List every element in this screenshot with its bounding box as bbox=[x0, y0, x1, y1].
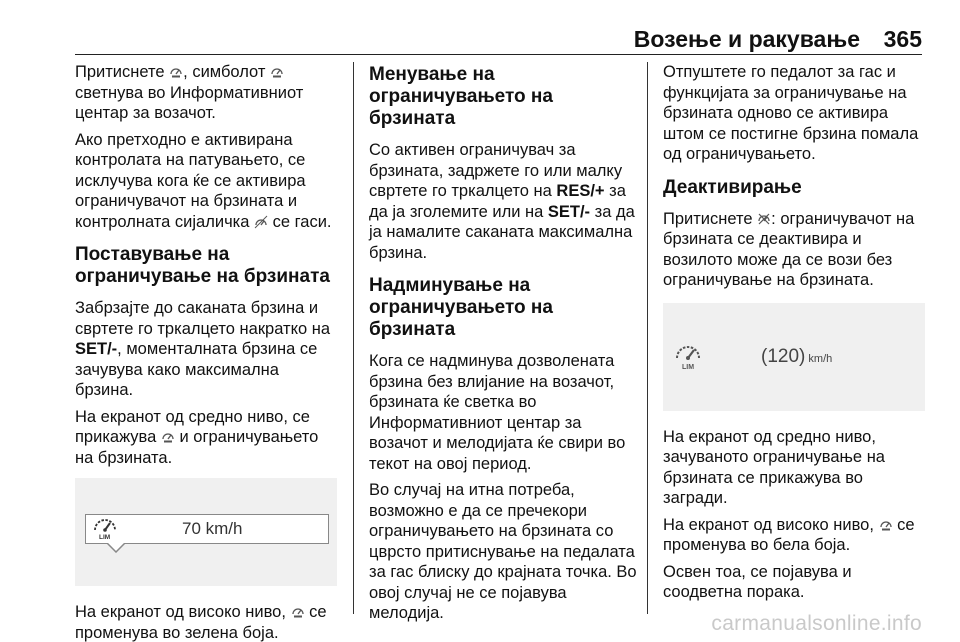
speed-limit-value: 70 km/h bbox=[182, 519, 243, 538]
paragraph: На екранот од високо ниво, се променува во зелена боја. bbox=[75, 603, 327, 642]
svg-text:LIM: LIM bbox=[99, 534, 111, 541]
display-panel bbox=[85, 514, 329, 544]
speed-limiter-icon bbox=[673, 343, 703, 371]
column-divider-1 bbox=[353, 62, 354, 614]
paragraph: На екранот од средно ниво, се прикажува и ограничувањето на брзината. bbox=[75, 407, 319, 467]
paragraph: Ако претходно е активирана контролата на патувањето, се исклучува кога ќе се активира ограничувачот на брзината и контролната сијаличка се гаси. bbox=[75, 130, 332, 231]
speed-limiter-icon bbox=[291, 605, 305, 619]
column-divider-2 bbox=[647, 62, 648, 614]
page-number: 365 bbox=[883, 26, 922, 52]
column-3 bbox=[663, 62, 925, 609]
paragraph: Притиснете : ограничувачот на брзината се деактивира и возилото може да се вози без ограничување на брзината. bbox=[663, 209, 915, 289]
header-divider bbox=[75, 54, 922, 55]
paragraph: Во случај на итна потреба, возможно е да се пречекори ограничувањето на брзината со цврсто притиснување на педалата за гас блиску до крајната точка. Во овој случај не се појавува мелодија. bbox=[369, 481, 637, 622]
column-2 bbox=[369, 62, 637, 630]
header-title: Возење и ракување bbox=[633, 26, 860, 52]
stored-speed-limit-value: (120) km/h bbox=[761, 345, 833, 367]
paragraph: На екранот од високо ниво, се променува во бела боја. bbox=[663, 515, 915, 554]
display-illustration-mid bbox=[75, 478, 337, 586]
paragraph: На екранот од средно ниво, зачуваното ограничување на брзината се прикажува во загради. bbox=[663, 427, 885, 507]
section-heading: Поставување на ограничување на брзината bbox=[75, 244, 330, 287]
speed-limiter-icon bbox=[879, 518, 893, 532]
section-heading: Надминување на ограничувањето на брзината bbox=[369, 275, 553, 340]
display-pointer bbox=[107, 543, 125, 553]
paragraph: Кога се надминува дозволената брзина без влијание на возачот, брзината ќе светка во Информативниот центар за возачот и мелодијата ќе свири во текот на овој период. bbox=[369, 352, 626, 473]
page-header bbox=[0, 0, 960, 52]
section-heading: Менување на ограничувањето на брзината bbox=[369, 64, 553, 129]
display-illustration-deactivated bbox=[663, 303, 925, 411]
paragraph: Притиснете , симболот светнува во Информативниот центар за возачот. bbox=[75, 63, 304, 122]
cruise-control-icon bbox=[254, 215, 268, 229]
column-1 bbox=[75, 62, 337, 642]
watermark: carmanualsonline.info bbox=[711, 612, 922, 635]
svg-text:LIM: LIM bbox=[682, 363, 695, 371]
paragraph: Освен тоа, се појавува и соодветна порака. bbox=[663, 562, 852, 601]
speed-limiter-icon bbox=[270, 65, 284, 79]
paragraph: Отпуштете го педалот за гас и функцијата за ограничување на брзината одново се активира штом се постигне брзина помала од ограничувањето. bbox=[663, 63, 919, 163]
speed-limiter-icon bbox=[92, 517, 118, 541]
section-heading: Деактивирање bbox=[663, 176, 802, 198]
paragraph: Со активен ограничувач за брзината, задржете го или малку свртете го тркалцето на RES/+ за да ја зголемите или на SET/- за да ја намалите саканата максимална брзина. bbox=[369, 141, 635, 262]
speed-limiter-off-icon bbox=[757, 212, 771, 226]
speed-limiter-icon bbox=[169, 65, 183, 79]
paragraph: Забрзајте до саканата брзина и свртете го тркалцето накратко на SET/-, моменталната брзина се зачувува како максимална брзина. bbox=[75, 299, 331, 399]
speed-limiter-icon bbox=[161, 430, 175, 444]
